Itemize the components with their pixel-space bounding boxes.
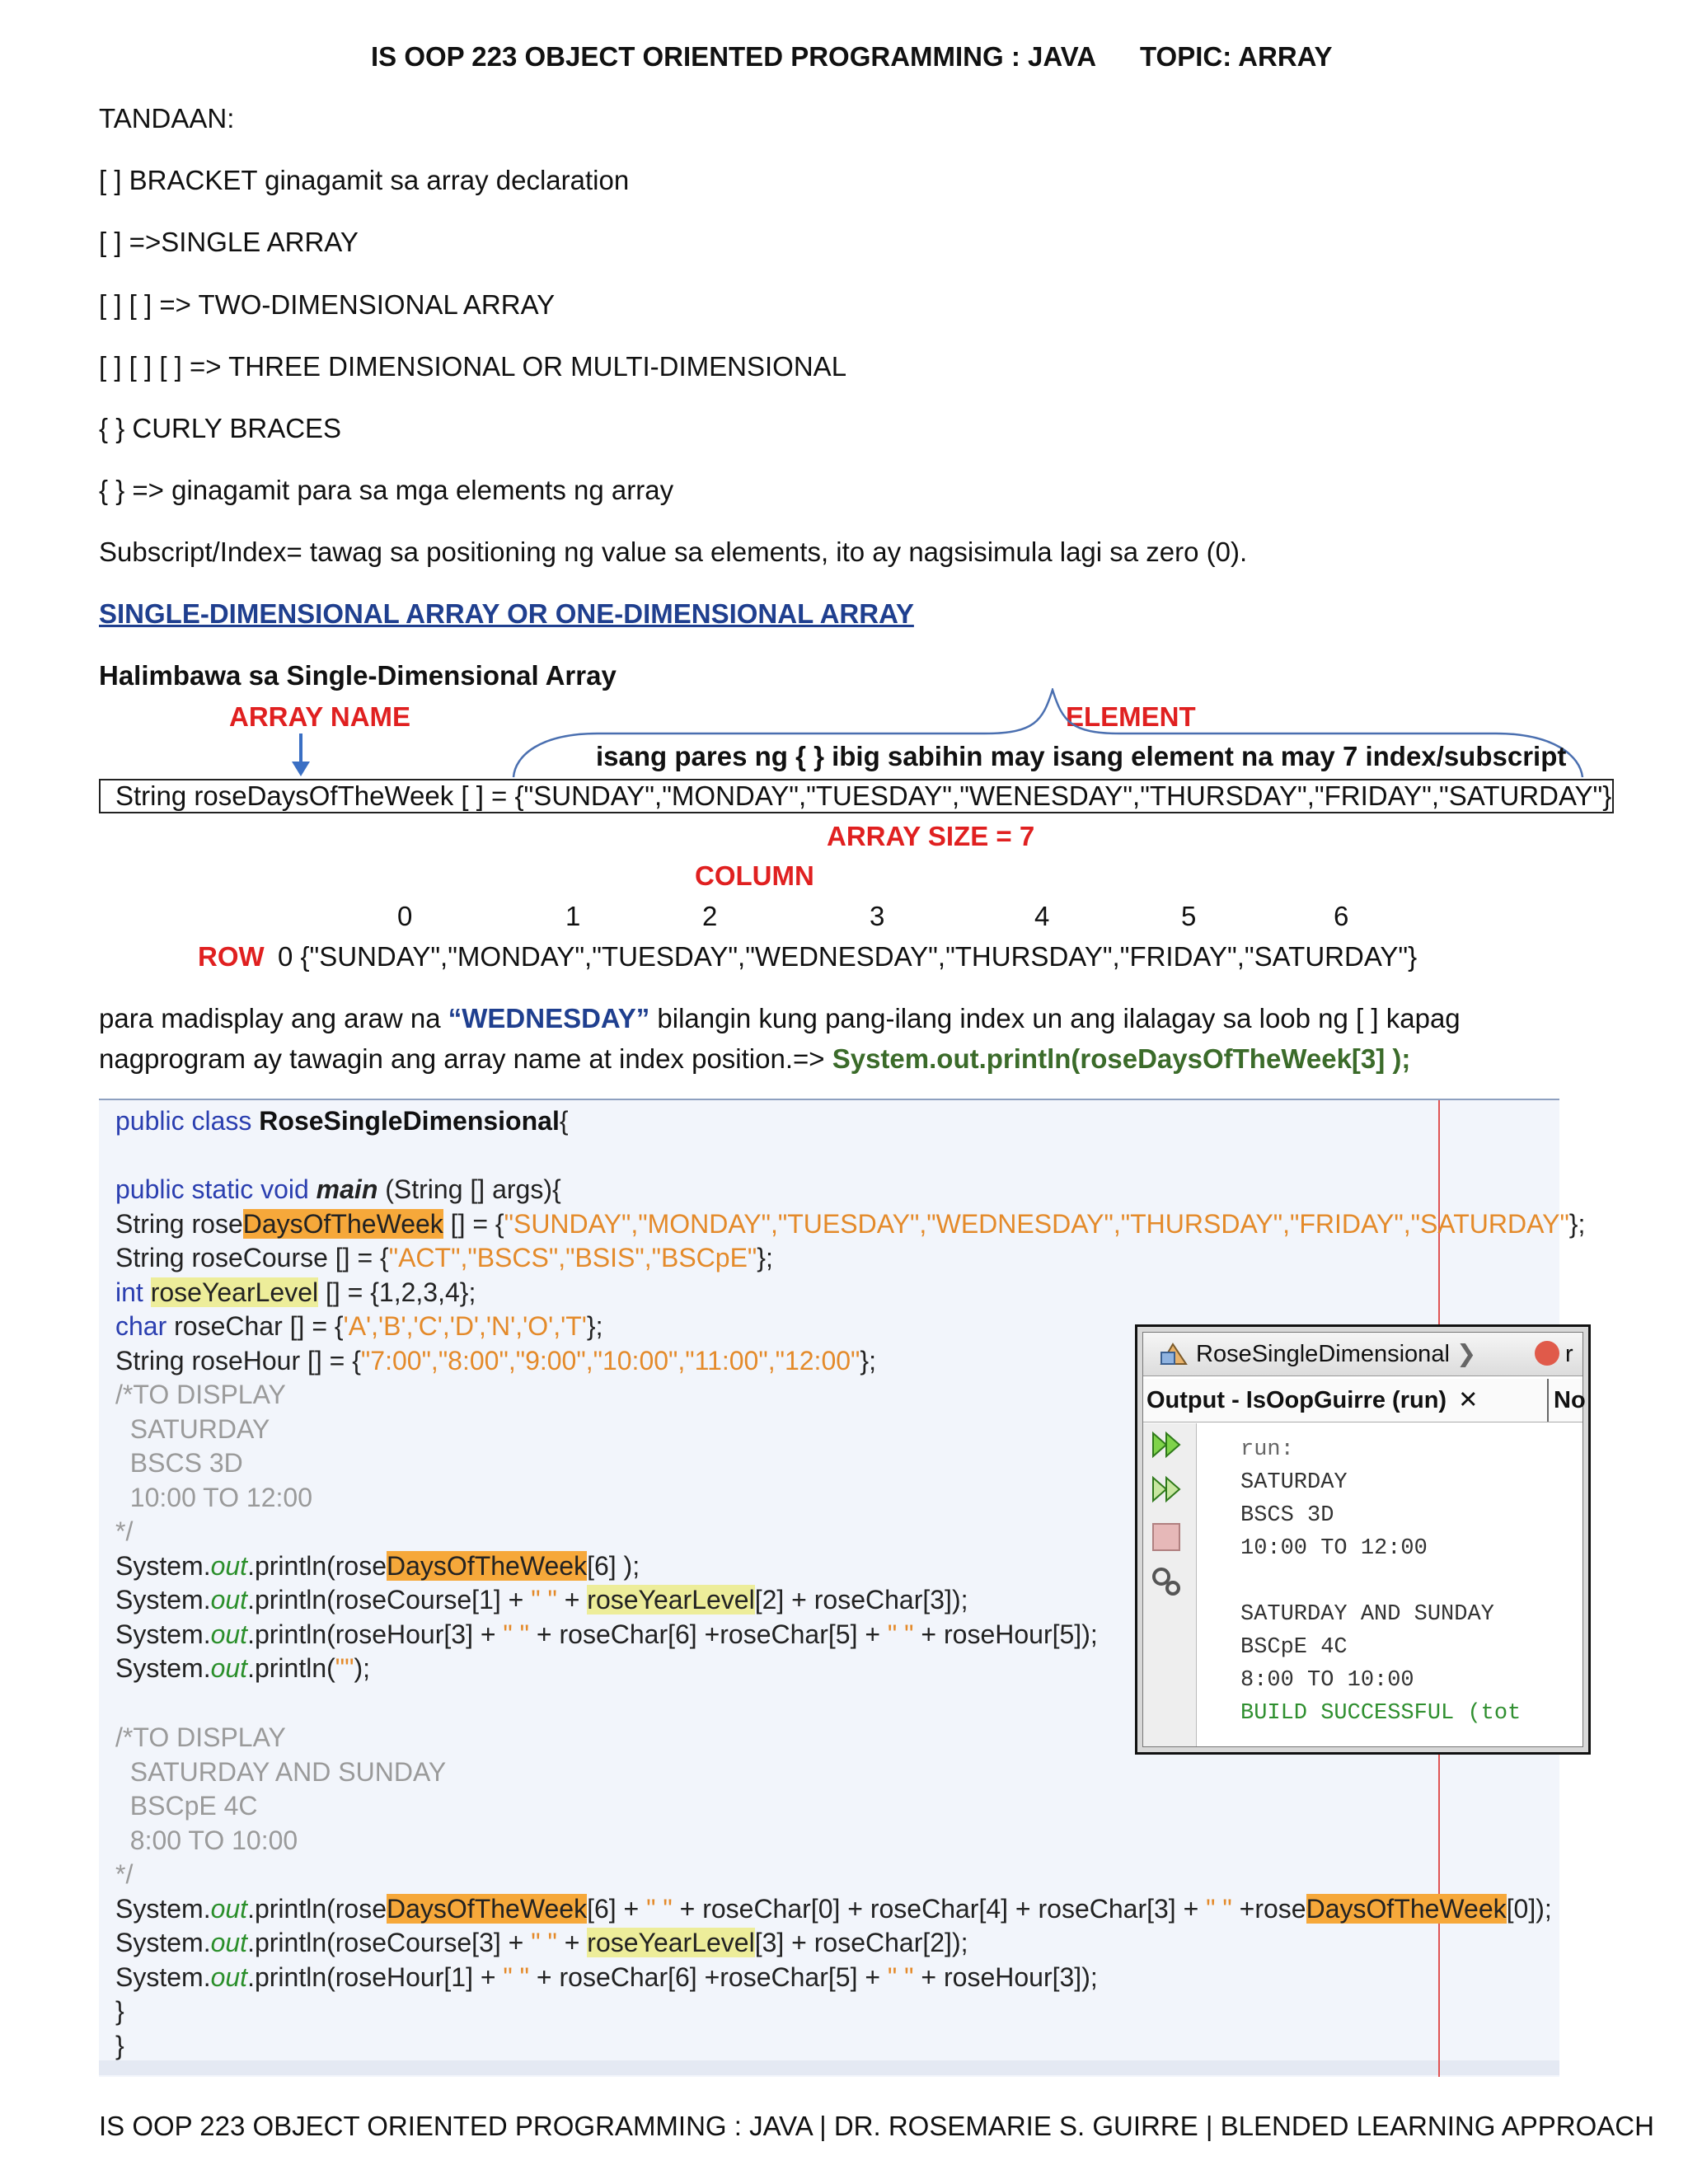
note-line: [ ] [ ] => TWO-DIMENSIONAL ARRAY	[99, 289, 556, 320]
next-tab[interactable]: No	[1547, 1379, 1587, 1422]
note-line: [ ] =>SINGLE ARRAY	[99, 227, 359, 257]
note-line: [ ] BRACKET ginagamit sa array declaration	[99, 165, 630, 195]
output-title[interactable]: Output - IsOopGuirre (run) ✕	[1146, 1387, 1479, 1413]
output-line: BSCpE 4C	[1240, 1635, 1348, 1660]
code-comment-1: /*TO DISPLAY SATURDAY BSCS 3D 10:00 TO 12:00 */	[115, 1380, 312, 1546]
example-title: Halimbawa sa Single-Dimensional Array	[99, 660, 617, 691]
index-label: 0	[397, 901, 413, 931]
output-tab-class[interactable]: RoseSingleDimensional ❯	[1196, 1341, 1477, 1367]
document-title: IS OOP 223 OBJECT ORIENTED PROGRAMMING : JAVA	[371, 41, 1097, 72]
note-line: Subscript/Index= tawag sa positioning ng value sa elements, ito ay nagsisimula lagi sa zero (0).	[99, 537, 1248, 567]
index-label: 6	[1334, 901, 1349, 931]
note-line: { } CURLY BRACES	[99, 413, 342, 443]
rerun-with-params-icon[interactable]	[1150, 1474, 1186, 1504]
array-declaration: String roseDaysOfTheWeek [ ] = {"SUNDAY","MONDAY","TUESDAY","WENESDAY","THURSDAY","FRIDAY","SATURDAY"}	[115, 780, 1612, 811]
wednesday-highlight: “WEDNESDAY”	[448, 1003, 650, 1033]
section-heading: SINGLE-DIMENSIONAL ARRAY OR ONE-DIMENSIONAL ARRAY	[99, 598, 914, 629]
output-line: SATURDAY AND SUNDAY	[1240, 1602, 1494, 1627]
output-console	[1240, 1433, 1521, 1730]
row-values: 0 {"SUNDAY","MONDAY","TUESDAY","WEDNESDAY","THURSDAY","FRIDAY","SATURDAY"}	[278, 941, 1418, 972]
column-label: COLUMN	[695, 860, 814, 891]
tab-overflow-text: r	[1565, 1341, 1573, 1367]
explanation-line-1: para madisplay ang araw na “WEDNESDAY” bilangin kung pang-ilang index un ang ilalagay sa loob ng [ ] kapag	[99, 1003, 1461, 1033]
array-size-label: ARRAY SIZE = 7	[827, 821, 1035, 851]
output-titlebar	[1143, 1379, 1586, 1422]
page-footer: IS OOP 223 OBJECT ORIENTED PROGRAMMING : JAVA | DR. ROSEMARIE S. GUIRRE | BLENDED LEARNING APPROACH	[99, 2111, 1654, 2141]
output-window	[1135, 1324, 1591, 1755]
index-label: 1	[565, 901, 581, 931]
println-example: System.out.println(roseDaysOfTheWeek[3] );	[832, 1043, 1411, 1074]
code-block-declarations: public static void main (String [] args){ String roseDaysOfTheWeek [] = {"SUNDAY","MONDAY","TUESDAY","WEDNESDAY","THURSDAY","FRIDAY","SATURDAY"}; String roseCourse [] = {"ACT","BSCS","BSIS","BSCpE"}; int roseYearLevel [] = {1,2,3,4}; char roseChar [] = {'A','B','C','D','N','O','T'}; String roseHour [] = {"7:00","8:00","9:00","10:00","11:00","12:00"}; /*TO DISPLAY SATURDAY BSCS 3D 10:00 TO 12:00 */ System.out.println(roseDaysOfTheWeek[6] ); System.out.println(roseCourse[1] + " " + roseYearLevel[2] + roseChar[3]); System.out.println(roseHour[3] + " " + roseChar[6] +roseChar[5] + " " + roseHour[5]); System.out.println("");	[115, 1174, 1586, 1683]
index-label: 5	[1181, 901, 1197, 931]
array-name-label: ARRAY NAME	[229, 701, 411, 732]
down-arrow-icon	[280, 732, 321, 778]
document-topic: TOPIC: ARRAY	[1140, 41, 1333, 72]
code-class-line: public class RoseSingleDimensional{	[115, 1106, 569, 1136]
build-status: BUILD SUCCESSFUL (tot	[1240, 1701, 1522, 1726]
element-label: ELEMENT	[1066, 701, 1196, 732]
output-gutter	[1143, 1423, 1197, 1746]
code-comment-2: /*TO DISPLAY SATURDAY AND SUNDAY BSCpE 4C 8:00 TO 10:00 */	[115, 1722, 447, 1889]
output-tab-bar	[1143, 1333, 1582, 1376]
note-line: { } => ginagamit para sa mga elements ng array	[99, 475, 674, 505]
output-line: 8:00 TO 10:00	[1240, 1668, 1414, 1693]
index-label: 4	[1034, 901, 1050, 931]
settings-icon[interactable]	[1150, 1565, 1186, 1598]
output-line: SATURDAY	[1240, 1470, 1348, 1495]
note-line: [ ] [ ] [ ] => THREE DIMENSIONAL OR MULTI-DIMENSIONAL	[99, 351, 847, 382]
brace-note: isang pares ng { } ibig sabihin may isang element na may 7 index/subscript	[596, 741, 1567, 771]
row-label: ROW	[198, 941, 265, 972]
stop-run-icon[interactable]	[1150, 1521, 1186, 1554]
chevron-right-icon: ❯	[1456, 1341, 1477, 1367]
index-label: 3	[870, 901, 885, 931]
output-line	[1240, 1565, 1521, 1598]
index-label: 2	[702, 901, 718, 931]
explanation-line-2: nagprogram ay tawagin ang array name at index position.=> System.out.println(roseDaysOfTheWeek[3] );	[99, 1043, 1411, 1074]
output-line: BSCS 3D	[1240, 1503, 1334, 1528]
code-block-second: /*TO DISPLAY SATURDAY AND SUNDAY BSCpE 4C 8:00 TO 10:00 */ System.out.println(roseDaysOfTheWeek[6] + " " + roseChar[0] + roseChar[4] + roseChar[3] + " " +roseDaysOfTheWeek[0]); System.out.println(roseCourse[3] + " " + roseYearLevel[3] + roseChar[2]); System.out.println(roseHour[1] + " " + roseChar[6] +roseChar[5] + " " + roseHour[3]); } }	[115, 1722, 1552, 2060]
notes-heading: TANDAAN:	[99, 103, 235, 134]
output-line: run:	[1240, 1437, 1294, 1462]
output-line: 10:00 TO 12:00	[1240, 1536, 1428, 1561]
close-icon[interactable]: ✕	[1458, 1387, 1479, 1413]
rerun-icon[interactable]	[1150, 1430, 1186, 1460]
stop-icon[interactable]	[1535, 1341, 1559, 1366]
